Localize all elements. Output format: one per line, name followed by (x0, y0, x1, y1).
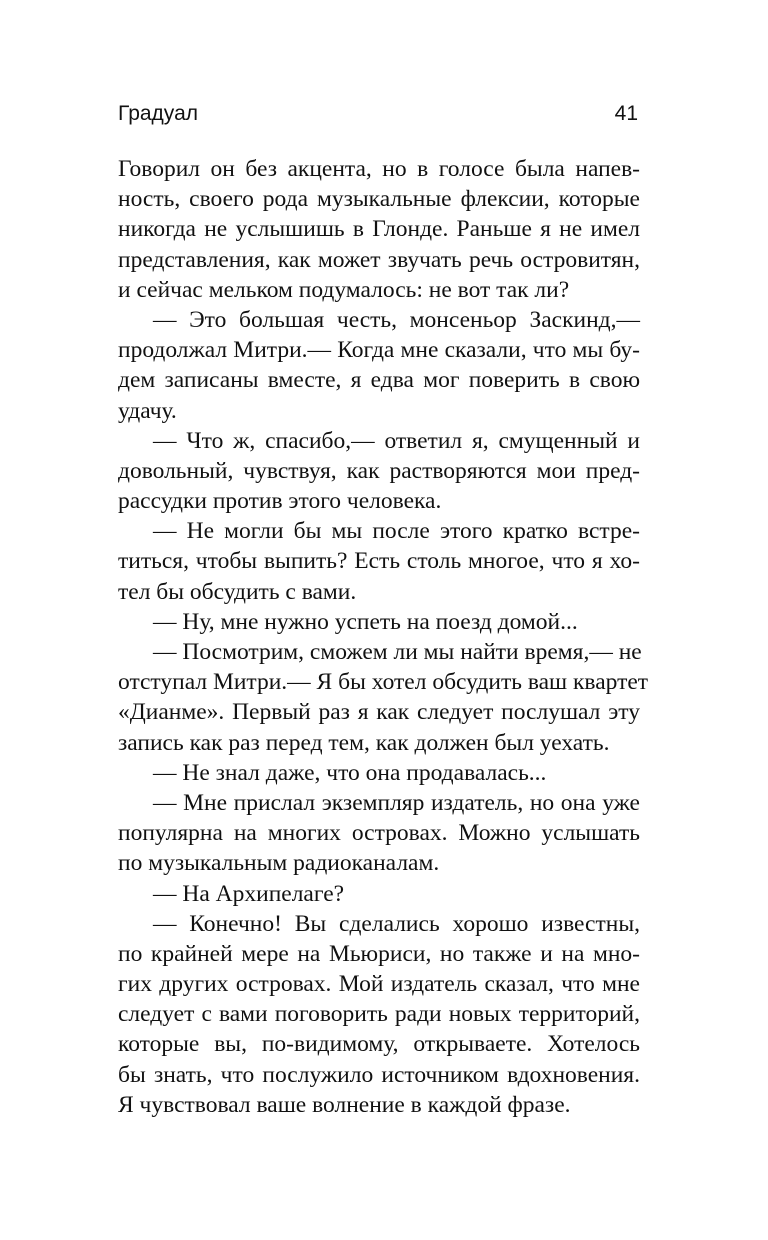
text-line: следует с вами поговорить ради новых территорий, (118, 1001, 640, 1028)
text-line: — Посмотрим, сможем ли мы найти время,— не (153, 639, 642, 665)
text-line: — Мне прислал экземпляр издатель, но она уже (153, 789, 640, 816)
text-line: рассудки против этого человека. (118, 488, 442, 515)
text-line: запись как раз перед тем, как должен был уехать. (118, 729, 610, 756)
text-line: которые вы, по-видимому, открываете. Хотелось (118, 1031, 640, 1058)
text-line: по крайней мере на Мьюриси, но также и на мно- (118, 940, 640, 967)
text-line: — Что ж, спасибо,— ответил я, смущенный и (153, 427, 640, 454)
page-number: 41 (614, 102, 638, 125)
text-line: никогда не услышишь в Глонде. Раньше я не имел (118, 216, 640, 243)
body-text (118, 154, 649, 1120)
text-line: продолжал Митри.— Когда мне сказали, что мы бу- (118, 337, 640, 364)
text-line: и сейчас мельком подумалось: не вот так ли? (118, 276, 570, 303)
text-line: популярна на многих островах. Можно услышать (118, 820, 640, 847)
text-line: представления, как может звучать речь островитян, (118, 246, 640, 273)
text-line: Я чувствовал ваше волнение в каждой фразе. (118, 1091, 571, 1118)
text-line: отступал Митри.— Я бы хотел обсудить ваш квартет (118, 669, 649, 696)
text-line: титься, чтобы выпить? Есть столь многое, что я хо- (118, 548, 640, 575)
text-line: — На Архипелаге? (153, 880, 345, 907)
text-line: дем записаны вместе, я едва мог поверить в свою (118, 367, 640, 394)
text-line: Говорил он без акцента, но в голосе была напев- (118, 156, 640, 182)
text-line: «Дианме». Первый раз я как следует послушал эту (118, 699, 640, 726)
text-line: — Это большая честь, монсеньор Заскинд,— (153, 306, 640, 333)
text-line: по музыкальным радиоканалам. (118, 850, 440, 877)
text-line: тел бы обсудить с вами. (118, 578, 357, 605)
text-line: — Ну, мне нужно успеть на поезд домой... (153, 608, 578, 635)
text-line: — Не знал даже, что она продавалась... (153, 759, 547, 786)
text-line: — Не могли бы мы после этого кратко встре- (153, 518, 640, 545)
text-line: ность, своего рода музыкальные флексии, которые (118, 186, 640, 213)
text-line: бы знать, что послужило источником вдохновения. (118, 1061, 640, 1088)
text-line: довольный, чувствуя, как растворяются мои пред- (118, 457, 640, 484)
running-title: Градуал (118, 102, 199, 125)
text-line: удачу. (118, 397, 177, 424)
text-line: гих других островах. Мой издатель сказал, что мне (118, 971, 640, 998)
text-line: — Конечно! Вы сделались хорошо известны, (153, 910, 640, 937)
running-head (118, 98, 638, 130)
